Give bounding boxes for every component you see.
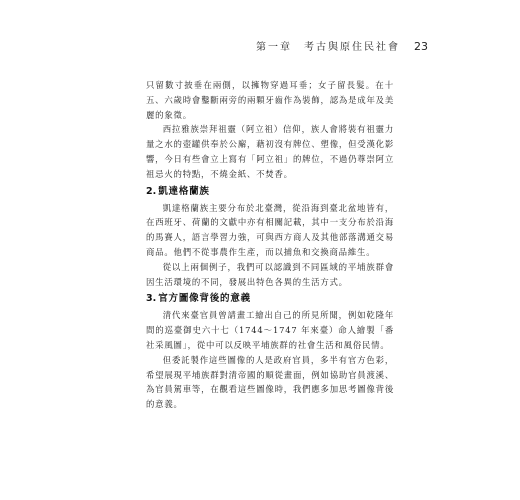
section-title: 官方圖像背後的意義 (158, 293, 251, 305)
page-number: 23 (414, 40, 428, 53)
paragraph: 只留數寸披垂在兩側，以擁物穿過耳垂；女子留長髮。在十五、六歲時會鑿斷兩旁的兩顆牙齒作為裝飾，認為是成年及美麗的象徵。 (146, 80, 394, 120)
paragraph: 但委託製作這些圖像的人是政府官員，多半有官方色彩，希望展現平埔族群對清帝國的順從畫面，例如協助官員渡溪、為官員駕車等，在觀看這些圖像時，我們應多加思考圖像背後的意義。 (146, 354, 394, 410)
section-number: 2. (146, 185, 157, 197)
paragraph: 凱達格蘭族主要分布於北臺灣，從沿海到臺北盆地皆有，在西班牙、荷蘭的文獻中亦有相關記載，其中一支分布於沿海的馬賽人，語言學習力強，可與西方商人及其他部落溝通交易商品。他們不從事農作生產，而以捕魚和交換商品維生。 (146, 202, 394, 257)
section-heading (146, 185, 394, 199)
paragraph: 西拉雅族崇拜祖靈（阿立祖）信仰，族人會將裝有祖靈力量之水的壺罐供奉於公廨，藉初沒有牌位、塑像，但受漢化影響，今日有些會立上寫有「阿立祖」的牌位，不過仍尊崇阿立祖忌火的特點，不燒金紙、不焚香。 (146, 124, 394, 179)
section-heading (146, 292, 394, 306)
chapter-title: 第一章 考古與原住民社會 (256, 42, 400, 53)
running-header (256, 38, 428, 53)
section-title: 凱達格蘭族 (158, 185, 210, 197)
paragraph: 從以上兩個例子，我們可以認識到不同區域的平埔族群會因生活環境的不同，發展出特色各異的生活方式。 (146, 261, 394, 287)
page-body (146, 78, 394, 412)
paragraph: 清代來臺官員曾請畫工繪出自己的所見所聞，例如乾隆年間的巡臺御史六十七（1744～1747 年來臺）命人繪製「番社采風圖」，從中可以反映平埔族群的社會生活和風俗民情。 (146, 310, 394, 350)
section-number: 3. (146, 293, 157, 305)
